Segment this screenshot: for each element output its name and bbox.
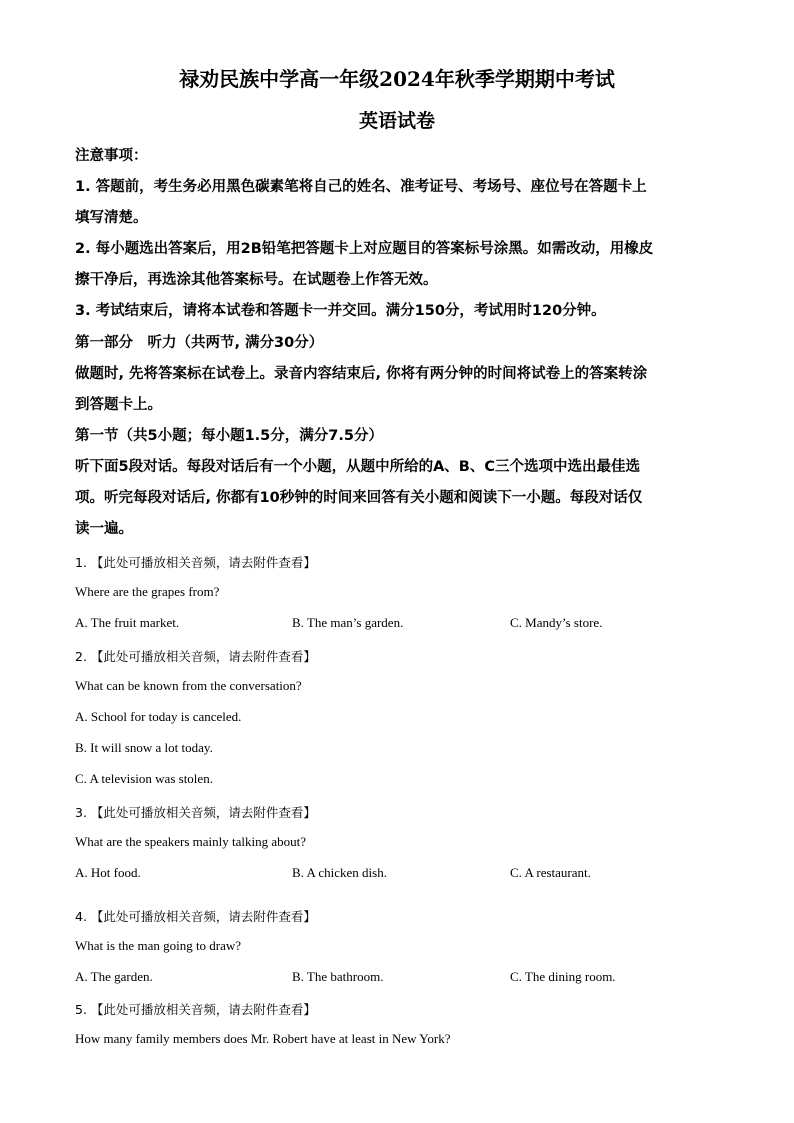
question-4-stem: What is the man going to draw?: [75, 938, 242, 953]
question-4-audio-note: 4. 【此处可播放相关音频，请去附件查看】: [75, 909, 316, 924]
question-2-option-a: A. School for today is canceled.: [75, 709, 242, 724]
exam-title: 禄劝民族中学高一年级2024年秋季学期期中考试: [179, 67, 615, 91]
notice-item-2-cont: 擦干净后，再选涂其他答案标号。在试题卷上作答无效。: [75, 272, 438, 288]
question-3-audio-note: 3. 【此处可播放相关音频，请去附件查看】: [75, 805, 316, 820]
question-1-option-b: B. The man’s garden.: [292, 615, 404, 630]
section1-heading: 第一节（共5小题；每小题1.5分，满分7.5分）: [75, 428, 383, 444]
notice-item-1-cont: 填写清楚。: [75, 210, 148, 226]
exam-subtitle: 英语试卷: [358, 110, 435, 132]
section1-instructions-cont: 项。听完每段对话后, 你都有10秒钟的时间来回答有关小题和阅读下一小题。每段对话仅: [75, 490, 643, 506]
notice-heading: 注意事项：: [75, 148, 148, 164]
question-4-option-a: A. The garden.: [75, 969, 153, 984]
question-2-stem: What can be known from the conversation?: [75, 678, 302, 693]
question-1-option-a: A. The fruit market.: [75, 615, 180, 630]
question-1-audio-note: 1. 【此处可播放相关音频，请去附件查看】: [75, 555, 316, 570]
part1-heading: 第一部分 听力（共两节, 满分30分）: [75, 335, 324, 351]
question-2-option-b: B. It will snow a lot today.: [75, 740, 213, 755]
notice-item-1: 1. 答题前，考生务必用黑色碳素笔将自己的姓名、准考证号、考场号、座位号在答题卡上: [75, 179, 647, 195]
question-1-option-c: C. Mandy’s store.: [510, 615, 603, 630]
question-3-stem: What are the speakers mainly talking about?: [75, 834, 307, 849]
question-4-option-c: C. The dining room.: [510, 969, 616, 984]
question-2-option-c: C. A television was stolen.: [75, 771, 213, 786]
section1-instructions-end: 读一遍。: [75, 521, 133, 537]
question-1-stem: Where are the grapes from?: [75, 584, 220, 599]
question-4-option-b: B. The bathroom.: [292, 969, 384, 984]
part1-instructions-cont: 到答题卡上。: [75, 397, 162, 413]
question-3-option-c: C. A restaurant.: [510, 865, 591, 880]
question-2-audio-note: 2. 【此处可播放相关音频，请去附件查看】: [75, 649, 316, 664]
notice-item-3: 3. 考试结束后，请将本试卷和答题卡一并交回。满分150分，考试用时120分钟。: [75, 303, 606, 319]
question-5-audio-note: 5. 【此处可播放相关音频，请去附件查看】: [75, 1002, 316, 1017]
question-5-stem: How many family members does Mr. Robert have at least in New York?: [75, 1031, 451, 1046]
question-3-option-b: B. A chicken dish.: [292, 865, 387, 880]
notice-item-2: 2. 每小题选出答案后，用2B铅笔把答题卡上对应题目的答案标号涂黑。如需改动，用橡皮: [75, 241, 654, 257]
section1-instructions: 听下面5段对话。每段对话后有一个小题，从题中所给的A、B、C三个选项中选出最佳选: [75, 459, 641, 475]
question-3-option-a: A. Hot food.: [75, 865, 141, 880]
part1-instructions: 做题时, 先将答案标在试卷上。录音内容结束后, 你将有两分钟的时间将试卷上的答案转涂: [75, 366, 648, 382]
